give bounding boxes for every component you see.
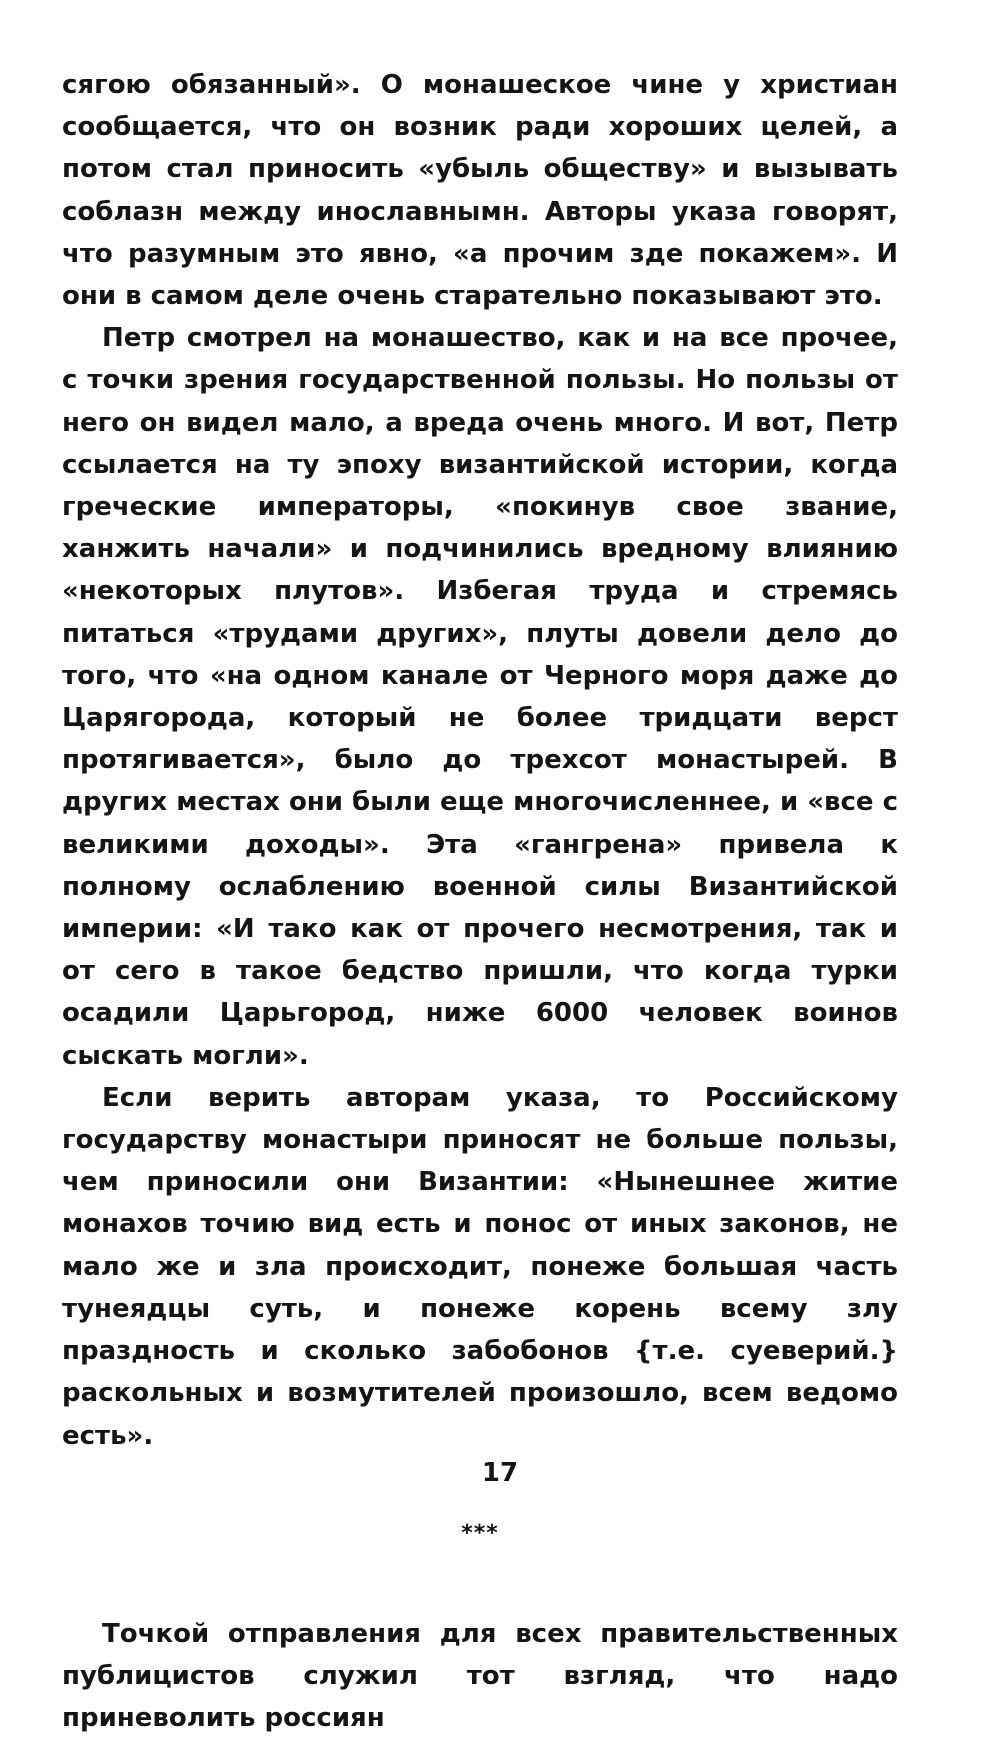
paragraph-1: сягою обязанный». О монашеское чине у христиан сообщается, что он возник ради хороших целей, а потом стал приносить «убыль обществу» и вызывать соблазн между инославнымн. Авторы указа говорят, что разумным это явно, «а прочим зде покажем». И они в самом деле очень старательно показывают это. [62,70,898,312]
paragraph-2: Петр смотрел на монашество, как и на все прочее, с точки зрения государственной пользы. Но пользы от него он видел мало, а вреда очень много. И вот, Петр ссылается на ту эпоху византийской истории, когда греческие императоры, «покинув свое звание, ханжить начали» и подчинились вредному влиянию «некоторых плутов». Избегая труда и стремясь питаться «трудами других», плуты довели дело до того, что «на одном канале от Черного моря даже до Царягорода, который не более тридцати верст протягивается», было до трехсот монастырей. В других местах они были еще многочисленнее, и «все с великими доходы». Эта «гангрена» привела к полному ослаблению военной силы Византийской империи: «И тако как от прочего несмотрения, так и от сего в такое бедство пришли, что когда турки осадили Царьгород, ниже 6000 человек воинов сыскать могли». [62,323,898,1071]
section-separator: *** [461,1520,499,1546]
page-number: 17 [481,1458,519,1488]
paragraph-3: Если верить авторам указа, то Российскому государству монастыри приносят не больше пользы, чем приносили они Византии: «Нынешнее житие монахов точию вид есть и понос от иных законов, не мало же и зла происходит, понеже большая часть тунеядцы суть, и понеже корень всему злу праздность и сколько забобонов {т.е. суеверий.} раскольных и возмутителей произошло, всем ведомо есть». [62,1082,898,1451]
paragraph-4: Точкой отправления для всех правительственных публицистов служил тот взгляд, что надо приневолить россиян [62,1618,898,1734]
